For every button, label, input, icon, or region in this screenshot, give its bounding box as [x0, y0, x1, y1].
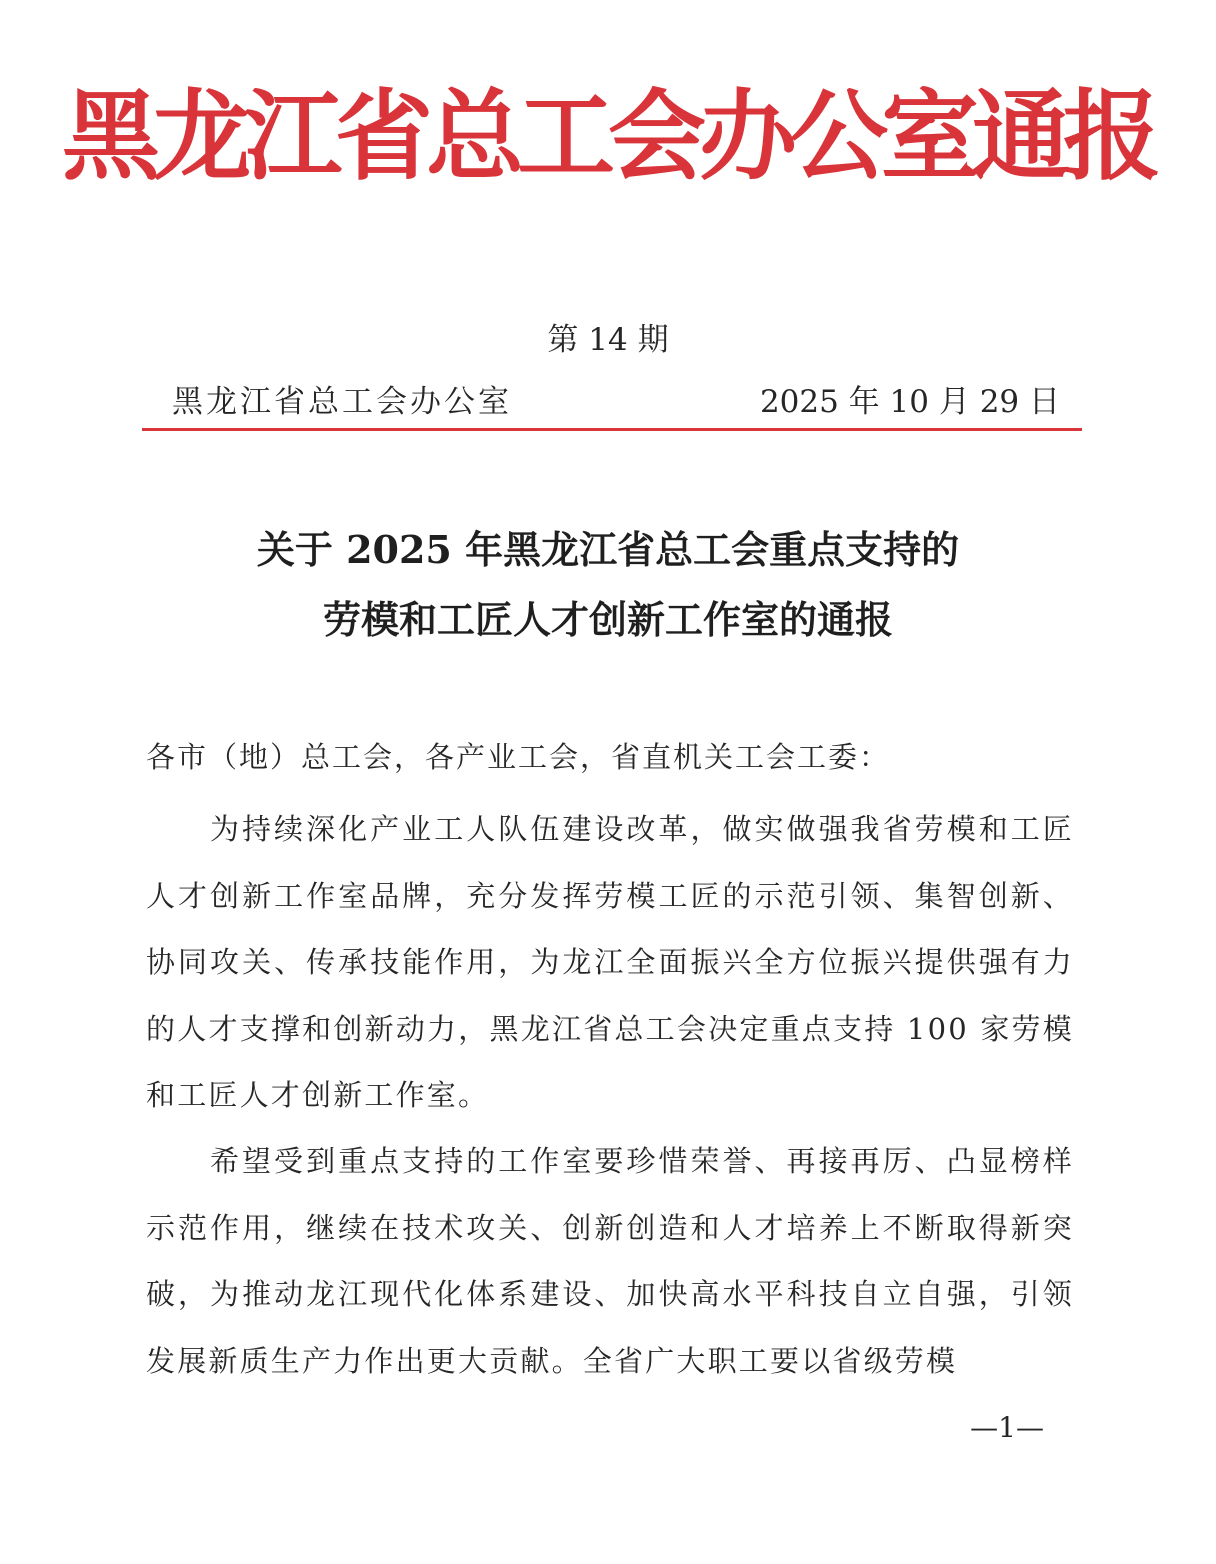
body-paragraph-2: 希望受到重点支持的工作室要珍惜荣誉、再接再厉、凸显榜样示范作用，继续在技术攻关、创新创造和人才培养上不断取得新突破，为推动龙江现代化体系建设、加快高水平科技自立自强，引领发展新质生产力作出更大贡献。全省广大职工要以省级劳模: [146, 1144, 1074, 1378]
body-paragraph-1: 为持续深化产业工人队伍建设改革，做实做强我省劳模和工匠人才创新工作室品牌，充分发挥劳模工匠的示范引领、集智创新、协同攻关、传承技能作用，为龙江全面振兴全方位振兴提供强有力的人才支撑和创新动力，黑龙江省总工会决定重点支持 100 家劳模和工匠人才创新工作室。: [146, 812, 1074, 1112]
issuer-name: 黑龙江省总工会办公室: [172, 384, 512, 420]
masthead-title: 黑龙江省总工会办公室通报: [61, 79, 1154, 194]
red-divider-line: [142, 428, 1082, 431]
issuer-row: [172, 380, 1060, 424]
issue-number: 第 14 期: [547, 322, 669, 358]
document-title-line-2: 劳模和工匠人才创新工作室的通报: [322, 597, 893, 642]
salutation: 各市（地）总工会，各产业工会，省直机关工会工委：: [146, 740, 891, 774]
issue-date: 2025 年 10 月 29 日: [759, 384, 1060, 420]
page-number: —1—: [970, 1411, 1044, 1444]
document-title-line-1: 关于 2025 年黑龙江省总工会重点支持的: [256, 527, 960, 572]
